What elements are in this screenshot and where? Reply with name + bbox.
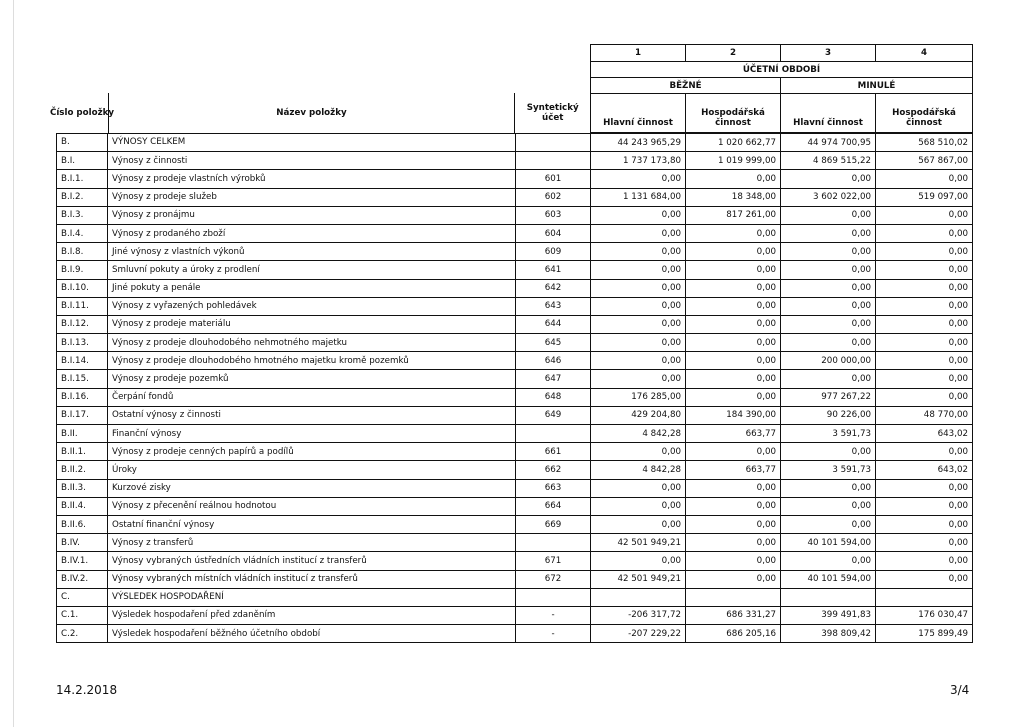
table-row bbox=[57, 279, 973, 297]
row-name: Úroky bbox=[108, 461, 516, 479]
row-current-hlavni: 42 501 949,21 bbox=[591, 534, 686, 552]
row-current-hlavni: 0,00 bbox=[591, 315, 686, 333]
row-previous-hosp: 175 899,49 bbox=[876, 625, 973, 643]
row-previous-hosp: 643,02 bbox=[876, 425, 973, 443]
row-previous-hlavni: 0,00 bbox=[781, 443, 876, 461]
col-header-current-hlavni: Hlavní činnost bbox=[591, 94, 686, 134]
row-account: - bbox=[516, 625, 591, 643]
income-statement-table bbox=[49, 44, 973, 643]
row-code: B.IV.2. bbox=[57, 570, 108, 588]
table-row bbox=[57, 443, 973, 461]
row-name: Výnosy z prodeje cenných papírů a podílů bbox=[108, 443, 516, 461]
table-row bbox=[57, 425, 973, 443]
row-previous-hlavni: 0,00 bbox=[781, 497, 876, 515]
row-previous-hlavni bbox=[781, 588, 876, 606]
row-current-hosp: 1 020 662,77 bbox=[686, 133, 781, 152]
row-current-hosp: 817 261,00 bbox=[686, 206, 781, 224]
row-current-hlavni: 0,00 bbox=[591, 297, 686, 315]
row-account: 644 bbox=[516, 315, 591, 333]
row-current-hlavni: 0,00 bbox=[591, 224, 686, 242]
row-current-hlavni: -206 317,72 bbox=[591, 606, 686, 624]
row-previous-hosp: 48 770,00 bbox=[876, 406, 973, 424]
row-account bbox=[516, 133, 591, 152]
row-current-hlavni: 42 501 949,21 bbox=[591, 570, 686, 588]
row-previous-hosp: 0,00 bbox=[876, 243, 973, 261]
row-account: 648 bbox=[516, 388, 591, 406]
row-previous-hlavni: 3 591,73 bbox=[781, 425, 876, 443]
row-account: 603 bbox=[516, 206, 591, 224]
row-account: 661 bbox=[516, 443, 591, 461]
row-current-hlavni: 44 243 965,29 bbox=[591, 133, 686, 152]
row-account: 649 bbox=[516, 406, 591, 424]
row-account: 646 bbox=[516, 352, 591, 370]
row-current-hlavni: 4 842,28 bbox=[591, 425, 686, 443]
row-current-hosp: 663,77 bbox=[686, 425, 781, 443]
row-current-hosp: 663,77 bbox=[686, 461, 781, 479]
row-previous-hosp: 0,00 bbox=[876, 570, 973, 588]
row-previous-hlavni: 0,00 bbox=[781, 224, 876, 242]
row-code: B.I.2. bbox=[57, 188, 108, 206]
row-name: Výnosy z prodeje služeb bbox=[108, 188, 516, 206]
table-row bbox=[57, 515, 973, 533]
row-code: B.II. bbox=[57, 425, 108, 443]
row-current-hosp: 0,00 bbox=[686, 170, 781, 188]
row-current-hlavni: 0,00 bbox=[591, 443, 686, 461]
row-previous-hosp bbox=[876, 588, 973, 606]
row-previous-hlavni: 0,00 bbox=[781, 552, 876, 570]
row-previous-hlavni: 0,00 bbox=[781, 206, 876, 224]
table-row bbox=[57, 606, 973, 624]
row-previous-hosp: 519 097,00 bbox=[876, 188, 973, 206]
row-code: B.I.16. bbox=[57, 388, 108, 406]
row-name: Výsledek hospodaření běžného účetního období bbox=[108, 625, 516, 643]
row-current-hlavni: 176 285,00 bbox=[591, 388, 686, 406]
row-name: Výnosy z prodeje dlouhodobého hmotného majetku kromě pozemků bbox=[108, 352, 516, 370]
row-name: Výnosy z pronájmu bbox=[108, 206, 516, 224]
row-current-hosp: 0,00 bbox=[686, 370, 781, 388]
row-name: Výnosy z vyřazených pohledávek bbox=[108, 297, 516, 315]
row-account: 602 bbox=[516, 188, 591, 206]
row-name: Výnosy z činnosti bbox=[108, 152, 516, 170]
row-code: B.I.1. bbox=[57, 170, 108, 188]
row-code: B.II.1. bbox=[57, 443, 108, 461]
row-previous-hlavni: 3 591,73 bbox=[781, 461, 876, 479]
header-corner bbox=[49, 45, 591, 134]
row-code: C. bbox=[57, 588, 108, 606]
row-previous-hlavni: 0,00 bbox=[781, 279, 876, 297]
table-row bbox=[57, 406, 973, 424]
table-row bbox=[57, 370, 973, 388]
table-row bbox=[57, 534, 973, 552]
row-previous-hosp: 0,00 bbox=[876, 206, 973, 224]
row-previous-hlavni: 399 491,83 bbox=[781, 606, 876, 624]
row-account: 609 bbox=[516, 243, 591, 261]
row-name: Ostatní výnosy z činnosti bbox=[108, 406, 516, 424]
row-code: B.I.3. bbox=[57, 206, 108, 224]
row-code: B.I.12. bbox=[57, 315, 108, 333]
row-current-hosp: 1 019 999,00 bbox=[686, 152, 781, 170]
row-current-hlavni: 4 842,28 bbox=[591, 461, 686, 479]
row-account bbox=[516, 152, 591, 170]
row-current-hlavni: 0,00 bbox=[591, 552, 686, 570]
row-previous-hlavni: 0,00 bbox=[781, 515, 876, 533]
row-previous-hlavni: 0,00 bbox=[781, 334, 876, 352]
row-current-hosp: 0,00 bbox=[686, 479, 781, 497]
row-current-hlavni: 0,00 bbox=[591, 243, 686, 261]
col-number-1: 1 bbox=[591, 45, 686, 62]
row-previous-hlavni: 44 974 700,95 bbox=[781, 133, 876, 152]
row-name: Výnosy z prodeje materiálu bbox=[108, 315, 516, 333]
row-previous-hosp: 0,00 bbox=[876, 479, 973, 497]
row-current-hosp: 0,00 bbox=[686, 243, 781, 261]
row-previous-hlavni: 0,00 bbox=[781, 370, 876, 388]
row-current-hosp: 0,00 bbox=[686, 261, 781, 279]
row-previous-hlavni: 0,00 bbox=[781, 261, 876, 279]
row-previous-hlavni: 0,00 bbox=[781, 170, 876, 188]
row-name: Výnosy z transferů bbox=[108, 534, 516, 552]
row-name: Výnosy z prodeje vlastních výrobků bbox=[108, 170, 516, 188]
row-current-hosp: 0,00 bbox=[686, 224, 781, 242]
table-row bbox=[57, 479, 973, 497]
row-name: Výnosy vybraných místních vládních institucí z transferů bbox=[108, 570, 516, 588]
row-code: B.I. bbox=[57, 152, 108, 170]
row-code: B.II.3. bbox=[57, 479, 108, 497]
row-code: B.IV. bbox=[57, 534, 108, 552]
table-row bbox=[57, 243, 973, 261]
row-account: 647 bbox=[516, 370, 591, 388]
row-previous-hlavni: 0,00 bbox=[781, 243, 876, 261]
col-header-previous-hosp: Hospodářská činnost bbox=[876, 94, 973, 134]
row-code: B.II.2. bbox=[57, 461, 108, 479]
row-name: Jiné výnosy z vlastních výkonů bbox=[108, 243, 516, 261]
table-row bbox=[57, 224, 973, 242]
row-current-hlavni: 0,00 bbox=[591, 352, 686, 370]
row-current-hosp: 686 331,27 bbox=[686, 606, 781, 624]
row-name: Čerpání fondů bbox=[108, 388, 516, 406]
row-name: Výnosy z prodeje dlouhodobého nehmotného majetku bbox=[108, 334, 516, 352]
row-account: 601 bbox=[516, 170, 591, 188]
row-name: VÝNOSY CELKEM bbox=[108, 133, 516, 152]
footer-page-number: 3/4 bbox=[950, 683, 970, 697]
row-previous-hlavni: 200 000,00 bbox=[781, 352, 876, 370]
col-number-2: 2 bbox=[686, 45, 781, 62]
row-previous-hlavni: 90 226,00 bbox=[781, 406, 876, 424]
row-previous-hlavni: 398 809,42 bbox=[781, 625, 876, 643]
row-current-hosp: 0,00 bbox=[686, 552, 781, 570]
row-current-hosp: 0,00 bbox=[686, 352, 781, 370]
row-previous-hlavni: 4 869 515,22 bbox=[781, 152, 876, 170]
row-name: Výnosy vybraných ústředních vládních institucí z transferů bbox=[108, 552, 516, 570]
row-previous-hosp: 0,00 bbox=[876, 315, 973, 333]
row-name: Finanční výnosy bbox=[108, 425, 516, 443]
row-account: 641 bbox=[516, 261, 591, 279]
table-row bbox=[57, 352, 973, 370]
row-account bbox=[516, 425, 591, 443]
row-code: B.I.14. bbox=[57, 352, 108, 370]
row-code: C.1. bbox=[57, 606, 108, 624]
row-current-hlavni: 0,00 bbox=[591, 515, 686, 533]
row-name: Ostatní finanční výnosy bbox=[108, 515, 516, 533]
row-current-hlavni: -207 229,22 bbox=[591, 625, 686, 643]
row-name: Smluvní pokuty a úroky z prodlení bbox=[108, 261, 516, 279]
row-code: C.2. bbox=[57, 625, 108, 643]
row-current-hosp: 0,00 bbox=[686, 388, 781, 406]
row-previous-hosp: 0,00 bbox=[876, 552, 973, 570]
row-current-hosp: 0,00 bbox=[686, 443, 781, 461]
row-previous-hosp: 0,00 bbox=[876, 515, 973, 533]
row-code: B.I.10. bbox=[57, 279, 108, 297]
row-account: 672 bbox=[516, 570, 591, 588]
row-code: B. bbox=[57, 133, 108, 152]
table-row bbox=[57, 461, 973, 479]
table-row bbox=[57, 388, 973, 406]
table-row bbox=[57, 588, 973, 606]
table-row bbox=[57, 133, 973, 152]
table-row bbox=[57, 315, 973, 333]
row-name: Kurzové zisky bbox=[108, 479, 516, 497]
row-code: B.II.6. bbox=[57, 515, 108, 533]
row-previous-hosp: 0,00 bbox=[876, 443, 973, 461]
table-row bbox=[57, 625, 973, 643]
row-code: B.I.9. bbox=[57, 261, 108, 279]
col-header-current-hosp: Hospodářská činnost bbox=[686, 94, 781, 134]
row-code: B.I.11. bbox=[57, 297, 108, 315]
row-previous-hosp: 567 867,00 bbox=[876, 152, 973, 170]
row-current-hosp: 0,00 bbox=[686, 534, 781, 552]
col-header-nazev: Název položky bbox=[109, 93, 516, 133]
row-current-hlavni: 0,00 bbox=[591, 206, 686, 224]
row-previous-hosp: 0,00 bbox=[876, 297, 973, 315]
table-row bbox=[57, 334, 973, 352]
row-name: Výnosy z přecenění reálnou hodnotou bbox=[108, 497, 516, 515]
row-name: Výsledek hospodaření před zdaněním bbox=[108, 606, 516, 624]
row-previous-hlavni: 40 101 594,00 bbox=[781, 570, 876, 588]
col-header-previous-hlavni: Hlavní činnost bbox=[781, 94, 876, 134]
row-code: B.I.8. bbox=[57, 243, 108, 261]
row-current-hlavni: 0,00 bbox=[591, 370, 686, 388]
row-current-hlavni: 0,00 bbox=[591, 279, 686, 297]
row-current-hlavni: 0,00 bbox=[591, 170, 686, 188]
row-account: 663 bbox=[516, 479, 591, 497]
row-previous-hosp: 568 510,02 bbox=[876, 133, 973, 152]
row-code: B.I.15. bbox=[57, 370, 108, 388]
row-current-hosp: 18 348,00 bbox=[686, 188, 781, 206]
row-current-hlavni: 0,00 bbox=[591, 261, 686, 279]
table-body bbox=[57, 133, 973, 643]
row-account bbox=[516, 534, 591, 552]
col-header-ucet: Syntetický účet bbox=[526, 102, 579, 123]
row-current-hosp: 0,00 bbox=[686, 315, 781, 333]
row-code: B.I.13. bbox=[57, 334, 108, 352]
table-row bbox=[57, 152, 973, 170]
row-account bbox=[516, 588, 591, 606]
row-current-hosp: 0,00 bbox=[686, 279, 781, 297]
row-previous-hlavni: 0,00 bbox=[781, 297, 876, 315]
row-account: 645 bbox=[516, 334, 591, 352]
table-row bbox=[57, 170, 973, 188]
row-current-hosp: 0,00 bbox=[686, 497, 781, 515]
row-account: 642 bbox=[516, 279, 591, 297]
row-current-hlavni: 429 204,80 bbox=[591, 406, 686, 424]
row-current-hosp: 0,00 bbox=[686, 297, 781, 315]
row-account: 604 bbox=[516, 224, 591, 242]
row-name: Jiné pokuty a penále bbox=[108, 279, 516, 297]
previous-period-header: MINULÉ bbox=[781, 78, 973, 94]
row-previous-hosp: 0,00 bbox=[876, 497, 973, 515]
row-previous-hosp: 0,00 bbox=[876, 170, 973, 188]
scan-edge-line bbox=[13, 0, 14, 727]
table-header bbox=[49, 45, 973, 134]
row-previous-hosp: 0,00 bbox=[876, 224, 973, 242]
row-previous-hosp: 0,00 bbox=[876, 334, 973, 352]
row-code: B.I.4. bbox=[57, 224, 108, 242]
row-account: 643 bbox=[516, 297, 591, 315]
row-previous-hlavni: 0,00 bbox=[781, 315, 876, 333]
row-previous-hosp: 0,00 bbox=[876, 388, 973, 406]
row-current-hosp: 0,00 bbox=[686, 334, 781, 352]
row-previous-hosp: 0,00 bbox=[876, 279, 973, 297]
row-code: B.II.4. bbox=[57, 497, 108, 515]
table-row bbox=[57, 570, 973, 588]
col-number-3: 3 bbox=[781, 45, 876, 62]
row-previous-hosp: 0,00 bbox=[876, 370, 973, 388]
row-account: 671 bbox=[516, 552, 591, 570]
table-row bbox=[57, 188, 973, 206]
row-code: B.IV.1. bbox=[57, 552, 108, 570]
row-previous-hosp: 0,00 bbox=[876, 352, 973, 370]
row-account: 664 bbox=[516, 497, 591, 515]
footer-date: 14.2.2018 bbox=[56, 683, 118, 697]
row-current-hlavni: 1 737 173,80 bbox=[591, 152, 686, 170]
row-name: Výnosy z prodeje pozemků bbox=[108, 370, 516, 388]
row-account: - bbox=[516, 606, 591, 624]
row-previous-hosp: 176 030,47 bbox=[876, 606, 973, 624]
row-previous-hosp: 643,02 bbox=[876, 461, 973, 479]
table-row bbox=[57, 297, 973, 315]
row-current-hosp: 686 205,16 bbox=[686, 625, 781, 643]
row-current-hlavni: 1 131 684,00 bbox=[591, 188, 686, 206]
col-header-cislo: Číslo položky bbox=[57, 93, 109, 133]
period-group-header: ÚČETNÍ OBDOBÍ bbox=[591, 62, 973, 78]
row-previous-hlavni: 3 602 022,00 bbox=[781, 188, 876, 206]
row-account: 669 bbox=[516, 515, 591, 533]
col-number-4: 4 bbox=[876, 45, 973, 62]
row-name: VÝSLEDEK HOSPODAŘENÍ bbox=[108, 588, 516, 606]
table-row bbox=[57, 552, 973, 570]
row-current-hlavni: 0,00 bbox=[591, 497, 686, 515]
row-current-hosp: 0,00 bbox=[686, 570, 781, 588]
row-previous-hosp: 0,00 bbox=[876, 261, 973, 279]
table-row bbox=[57, 497, 973, 515]
row-current-hosp bbox=[686, 588, 781, 606]
row-previous-hlavni: 977 267,22 bbox=[781, 388, 876, 406]
table-row bbox=[57, 261, 973, 279]
row-current-hlavni: 0,00 bbox=[591, 479, 686, 497]
row-previous-hosp: 0,00 bbox=[876, 534, 973, 552]
row-current-hlavni bbox=[591, 588, 686, 606]
row-code: B.I.17. bbox=[57, 406, 108, 424]
table-row bbox=[57, 206, 973, 224]
row-account: 662 bbox=[516, 461, 591, 479]
row-previous-hlavni: 40 101 594,00 bbox=[781, 534, 876, 552]
row-current-hosp: 0,00 bbox=[686, 515, 781, 533]
current-period-header: BĚŽNÉ bbox=[591, 78, 781, 94]
row-previous-hlavni: 0,00 bbox=[781, 479, 876, 497]
row-name: Výnosy z prodaného zboží bbox=[108, 224, 516, 242]
row-current-hosp: 184 390,00 bbox=[686, 406, 781, 424]
row-current-hlavni: 0,00 bbox=[591, 334, 686, 352]
